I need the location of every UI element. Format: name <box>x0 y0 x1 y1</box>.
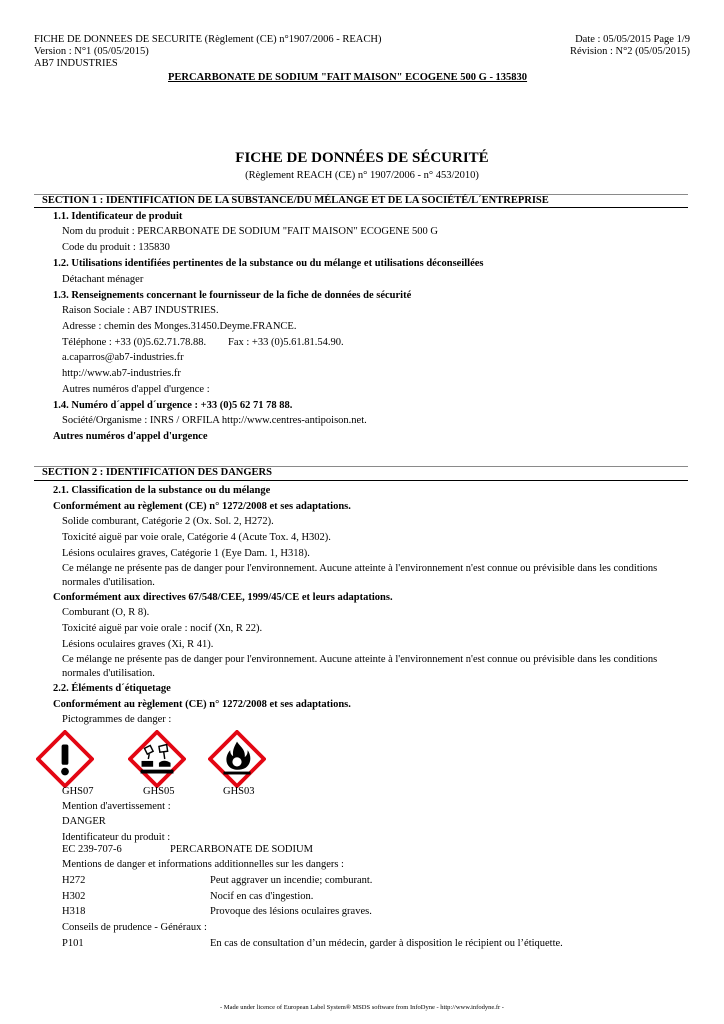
s1-raison-sociale: Raison Sociale : AB7 INDUSTRIES. <box>62 305 219 316</box>
s2-conformement-directives: Conformément aux directives 67/548/CEE, 1999/45/CE et leurs adaptations. <box>53 592 393 603</box>
h318-text: Provoque des lésions oculaires graves. <box>210 906 372 917</box>
s2-environment-2: Ce mélange ne présente pas de danger pour l'environnement. Aucune atteinte à l'environnement n'est connue ou prévisible dans les conditions normales d'utilisation. <box>62 654 658 679</box>
s2-directive-2: Toxicité aiguë par voie orale : nocif (Xn, R 22). <box>62 623 263 634</box>
s1-website: http://www.ab7-industries.fr <box>62 368 181 379</box>
s2-class-3: Lésions oculaires graves, Catégorie 1 (Eye Dam. 1, H318). <box>62 548 310 559</box>
s1-product-code: Code du produit : 135830 <box>62 242 170 253</box>
ghs05-corrosion-icon <box>128 730 186 788</box>
s2-mention-label: Mention d'avertissement : <box>62 801 171 812</box>
header-date-page: Date : 05/05/2015 Page 1/9 <box>575 34 690 45</box>
s1-1-heading: 1.1. Identificateur de produit <box>53 211 183 222</box>
document-title: FICHE DE DONNÉES DE SÉCURITÉ <box>235 150 489 166</box>
s2-environment-1: Ce mélange ne présente pas de danger pour l'environnement. Aucune atteinte à l'environnement n'est connue ou prévisible dans les conditions normales d'utilisation. <box>62 563 658 588</box>
h302-code: H302 <box>62 891 86 902</box>
s1-use: Détachant ménager <box>62 274 144 285</box>
s2-conformement-clp-2: Conformément au règlement (CE) n° 1272/2008 et ses adaptations. <box>53 699 351 710</box>
s2-hazard-statements-label: Mentions de danger et informations additionnelles sur les dangers : <box>62 859 344 870</box>
s1-fax: Fax : +33 (0)5.61.81.54.90. <box>228 337 344 348</box>
s1-adresse: Adresse : chemin des Monges.31450.Deyme.FRANCE. <box>62 321 297 332</box>
header-revision: Révision : N°2 (05/05/2015) <box>570 46 690 57</box>
ghs07-exclamation-icon <box>36 730 94 788</box>
h318-code: H318 <box>62 906 86 917</box>
ghs03-oxidizing-flame-icon <box>208 730 266 788</box>
s1-telephone: Téléphone : +33 (0)5.62.71.78.88. <box>62 337 207 348</box>
s2-directive-1: Comburant (O, R 8). <box>62 607 150 618</box>
h272-code: H272 <box>62 875 86 886</box>
s1-autres-numeros-bold: Autres numéros d'appel d'urgence <box>53 431 208 442</box>
s1-email: a.caparros@ab7-industries.fr <box>62 352 184 363</box>
header-product: PERCARBONATE DE SODIUM "FAIT MAISON" ECOGENE 500 G - 135830 <box>168 72 528 83</box>
ghs07-label: GHS07 <box>62 786 94 797</box>
s2-pictogram-label: Pictogrammes de danger : <box>62 714 172 725</box>
s2-class-1: Solide comburant, Catégorie 2 (Ox. Sol. 2, H272). <box>62 516 274 527</box>
section-1-heading: SECTION 1 : IDENTIFICATION DE LA SUBSTANCE/DU MÉLANGE ET DE LA SOCIÉTÉ/L´ENTREPRISE <box>42 195 549 206</box>
section-2-rule-bottom <box>34 480 688 481</box>
s2-1-heading: 2.1. Classification de la substance ou du mélange <box>53 485 271 496</box>
section-2-heading: SECTION 2 : IDENTIFICATION DES DANGERS <box>42 467 272 478</box>
header-version: Version : N°1 (05/05/2015) <box>34 46 149 57</box>
header-company: AB7 INDUSTRIES <box>34 58 118 69</box>
page-footer: - Made under licence of European Label System® MSDS software from InfoDyne - http://www.infodyne.fr - <box>220 1004 504 1011</box>
h272-text: Peut aggraver un incendie; comburant. <box>210 875 373 886</box>
s1-4-heading: 1.4. Numéro d´appel d´urgence : +33 (0)5 62 71 78 88. <box>53 400 293 411</box>
s2-ec-number: EC 239-707-6 <box>62 844 122 855</box>
h302-text: Nocif en cas d'ingestion. <box>210 891 314 902</box>
s1-product-name: Nom du produit : PERCARBONATE DE SODIUM "FAIT MAISON" ECOGENE 500 G <box>62 226 438 237</box>
s2-class-2: Toxicité aiguë par voie orale, Catégorie 4 (Acute Tox. 4, H302). <box>62 532 331 543</box>
s2-conformement-clp: Conformément au règlement (CE) n° 1272/2008 et ses adaptations. <box>53 501 351 512</box>
s2-2-heading: 2.2. Éléments d´étiquetage <box>53 683 171 694</box>
document-subtitle: (Règlement REACH (CE) n° 1907/2006 - n° 453/2010) <box>245 170 479 181</box>
s2-directive-3: Lésions oculaires graves (Xi, R 41). <box>62 639 214 650</box>
s1-2-heading: 1.2. Utilisations identifiées pertinentes de la substance ou du mélange et utilisations déconseillées <box>53 258 484 269</box>
ghs03-label: GHS03 <box>223 786 255 797</box>
s2-mention-danger: DANGER <box>62 816 106 827</box>
p101-code: P101 <box>62 938 84 949</box>
s2-ec-name: PERCARBONATE DE SODIUM <box>170 844 313 855</box>
section-1-rule-bottom <box>34 207 688 208</box>
ghs05-label: GHS05 <box>143 786 175 797</box>
s1-societe: Société/Organisme : INRS / ORFILA http://www.centres-antipoison.net. <box>62 415 367 426</box>
s1-autres-numeros: Autres numéros d'appel d'urgence : <box>62 384 210 395</box>
p101-text: En cas de consultation d’un médecin, garder à disposition le récipient ou l’étiquette. <box>210 938 563 949</box>
s2-identifier-label: Identificateur du produit : <box>62 832 171 843</box>
s2-precautionary-label: Conseils de prudence - Généraux : <box>62 922 207 933</box>
s1-3-heading: 1.3. Renseignements concernant le fournisseur de la fiche de données de sécurité <box>53 290 412 301</box>
header-title: FICHE DE DONNEES DE SECURITE (Règlement (CE) n°1907/2006 - REACH) <box>34 34 382 45</box>
